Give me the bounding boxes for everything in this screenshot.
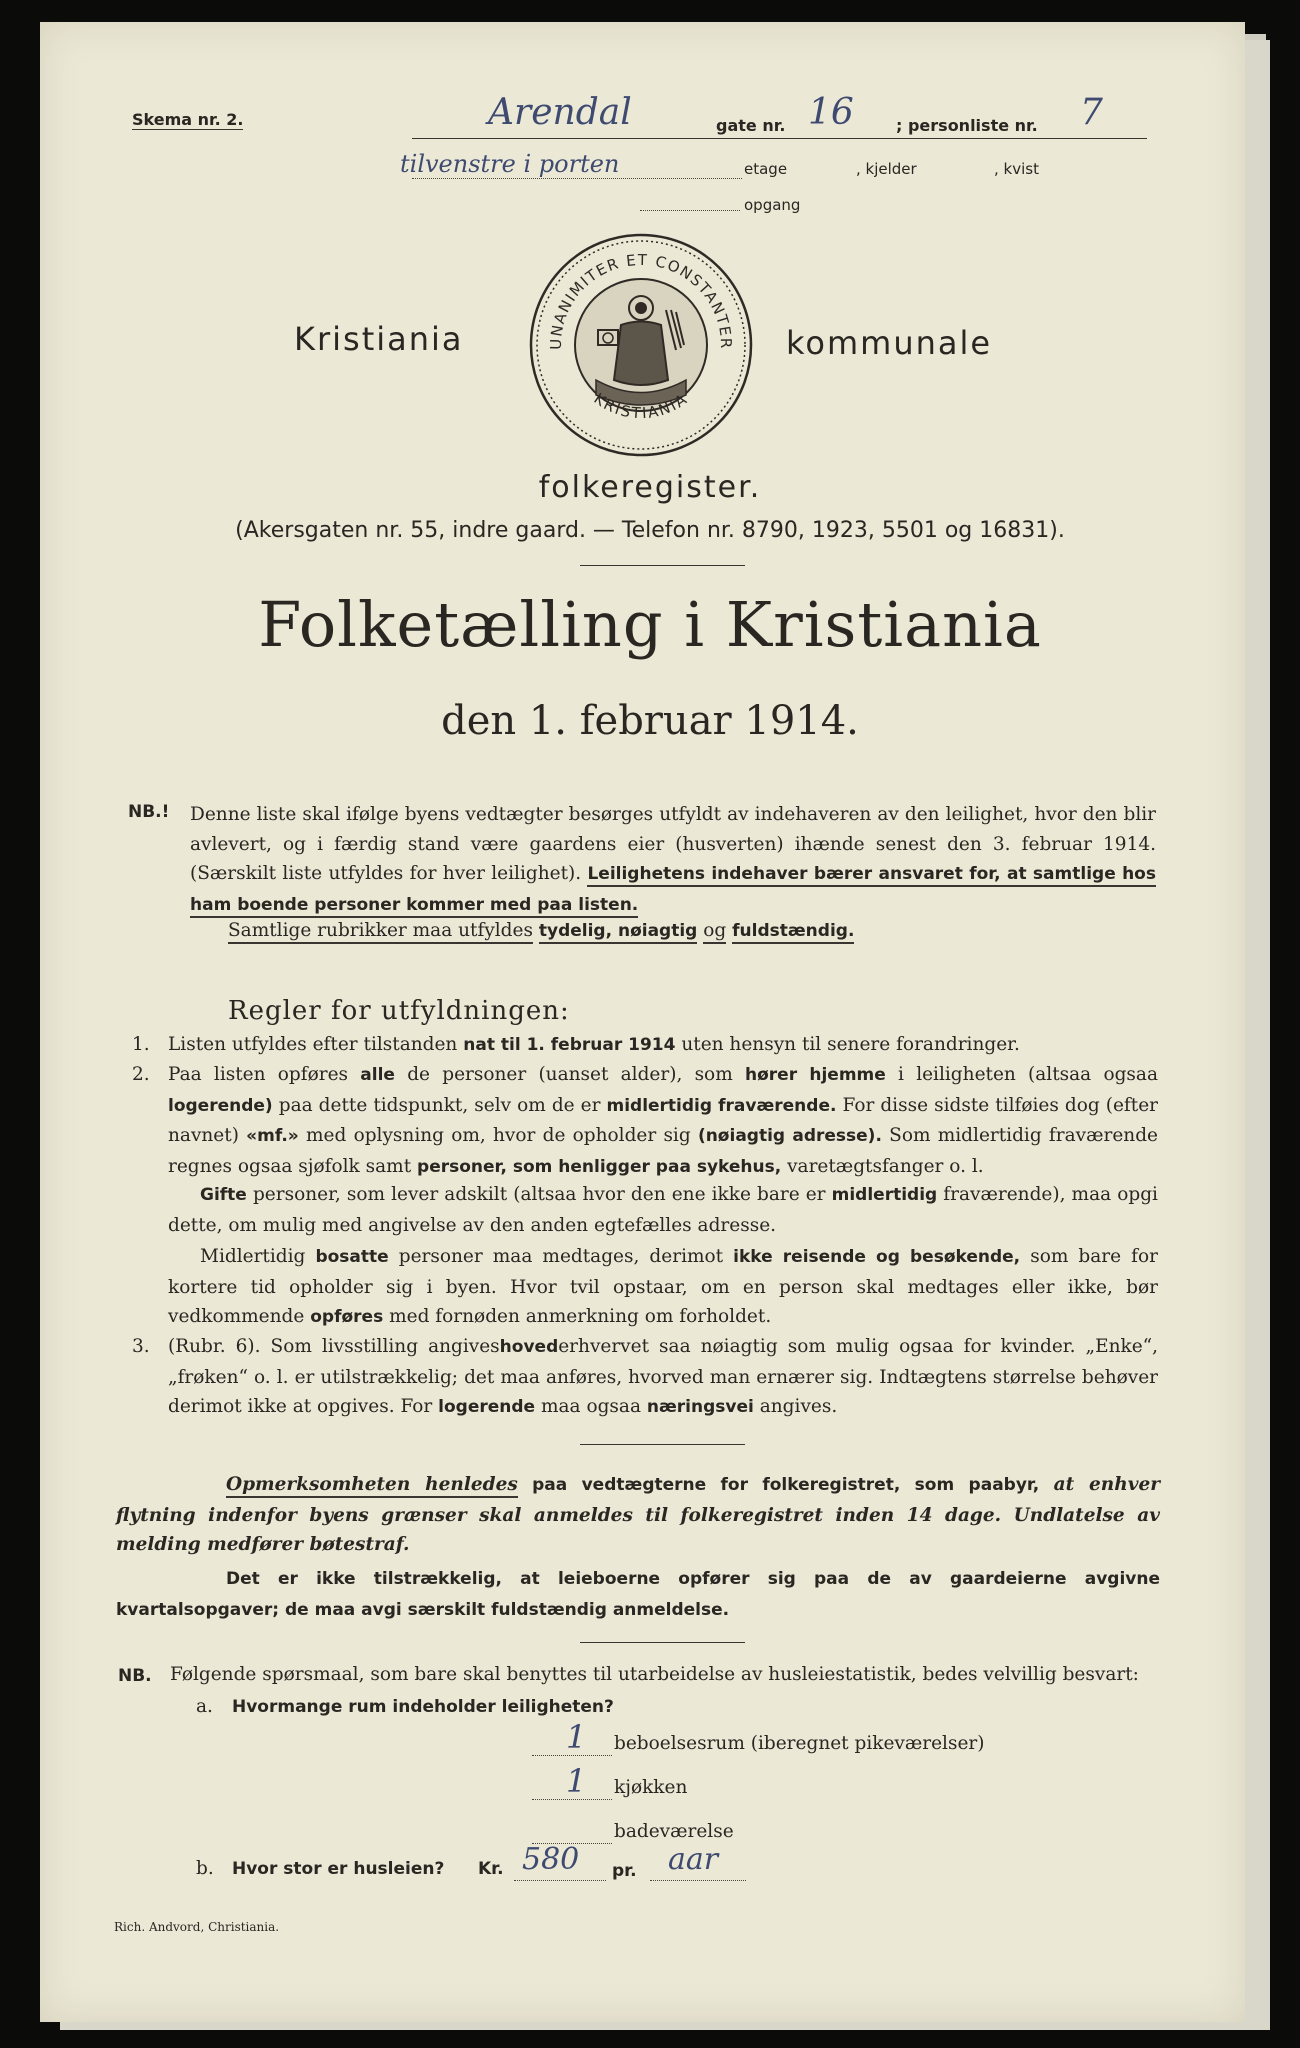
- personliste-label: ; personliste nr.: [896, 116, 1038, 135]
- nb1-text: Denne liste skal ifølge byens vedtægter besørges utfyldt av indehaveren av den leilighet, hvor den blir avlevert, og i færdig stand være gaardens eier (husverten) ihænde senest den 3. februar 1914. (Særskilt liste utfyldes for hver leilighet).: [190, 804, 1156, 884]
- rule3-b: hoved: [499, 1337, 559, 1357]
- notice-underlined: Opmerksomheten henledes: [226, 1474, 518, 1498]
- notice-paragraph: [116, 1470, 1160, 1560]
- notice-d: Det er ikke tilstrækkelig, at leieboerne opfører sig paa de av gaardeierne avgivne kvartalsopgaver; de maa avgi særskilt fuldstændig anmeldelse.: [116, 1569, 1160, 1620]
- personliste-number-value: 7: [1080, 92, 1103, 133]
- seal-bottom-text: KRISTIANIA: [590, 389, 692, 423]
- rule1-bold: nat til 1. februar 1914: [463, 1035, 676, 1055]
- rule2-n: personer, som henligger paa sykehus,: [417, 1156, 782, 1177]
- qa-question: Hvormange rum indeholder leiligheten?: [232, 1697, 614, 1717]
- kitchen-label: kjøkken: [614, 1777, 688, 1798]
- nb1-og: og: [703, 920, 726, 944]
- rule2-i: For disse sidste tilføies dog (efter navnet): [168, 1094, 1158, 1146]
- rule1-a: Listen utfyldes efter tilstanden: [168, 1034, 458, 1055]
- rule3-number: 3.: [132, 1336, 150, 1357]
- rooms-line: [532, 1755, 612, 1756]
- rule2-number: 2.: [132, 1064, 150, 1085]
- page-subtitle: den 1. februar 1914.: [441, 698, 859, 744]
- rule2-gifte: [168, 1180, 1158, 1240]
- gifte-c: midlertidig: [831, 1185, 938, 1205]
- divider: [580, 1444, 745, 1445]
- kr-label: Kr.: [478, 1859, 504, 1879]
- rule2-text: [168, 1060, 1158, 1182]
- nb1-bold3: fuldstændig.: [732, 921, 854, 944]
- rule3-c: erhvervet saa nøiagtig som mulig ogsaa for kvinder. „Enke“, „frøken“ o. l. er utilstrækkelig; det maa anføres, hvorved man ernærer sig. Indtægtens størrelse behøver derimot ikke at opgives. For: [168, 1336, 1158, 1417]
- etage-line: [412, 178, 742, 179]
- rule3-a: (Rubr. 6). Som livsstilling angives: [168, 1336, 500, 1357]
- midl-e: som bare for kortere tid opholder sig i byen. Hvor tvil opstaar, om en person skal medtages eller ikke, bør vedkommende: [168, 1246, 1158, 1327]
- org-address: (Akersgaten nr. 55, indre gaard. — Telefon nr. 8790, 1923, 5501 og 16831).: [235, 518, 1065, 543]
- rule2-midlertidig: [168, 1242, 1158, 1333]
- kjelder-label: , kjelder: [856, 160, 917, 178]
- page-title: Folketælling i Kristiania: [258, 588, 1042, 661]
- nb1-bold-responsibility: Leilighetens indehaver bærer ansvaret for, at samtlige hos ham boende personer kommer med paa listen.: [190, 864, 1156, 918]
- gifte-d: fraværende), maa opgi dette, om mulig med angivelse av den anden egtefælles adresse.: [168, 1184, 1158, 1236]
- rent-value: 580: [522, 1842, 580, 1877]
- rule2-j: «mf.»: [246, 1126, 299, 1146]
- nb1-line2: [228, 920, 854, 941]
- rule2-e: i leiligheten (altsaa ogsaa: [898, 1064, 1158, 1085]
- org-left: Kristiania: [294, 320, 464, 358]
- kristiania-seal: [526, 230, 756, 460]
- rule2-b: alle: [360, 1065, 395, 1085]
- midl-f: opføres: [310, 1307, 384, 1327]
- gate-label: gate nr.: [716, 116, 786, 135]
- divider: [580, 565, 745, 566]
- header-line: [412, 138, 1147, 139]
- nb1-paragraph: [190, 800, 1156, 920]
- org-name: folkeregister.: [538, 470, 762, 505]
- pr-label: pr.: [612, 1861, 637, 1881]
- midl-a: Midlertidig: [200, 1246, 306, 1267]
- floor-note-value: tilvenstre i porten: [400, 150, 620, 178]
- nb1-bold2: tydelig, nøiagtig: [539, 921, 697, 944]
- rent-line: [514, 1880, 606, 1881]
- rule2-c: de personer (uanset alder), som: [407, 1064, 733, 1085]
- nb2-label: NB.: [118, 1666, 152, 1686]
- midl-d: ikke reisende og besøkende,: [733, 1247, 1021, 1267]
- rule2-o: varetægtsfanger o. l.: [787, 1155, 984, 1177]
- rooms-value: 1: [566, 1718, 587, 1756]
- rule1-text: [168, 1030, 1020, 1060]
- rule3-e: maa ogsaa: [540, 1396, 641, 1417]
- opgang-line: [640, 210, 740, 211]
- org-right: kommunale: [786, 324, 993, 362]
- rule2-h: midlertidig fraværende.: [606, 1095, 837, 1116]
- kitchen-value: 1: [566, 1762, 587, 1800]
- qa-label: a.: [196, 1696, 213, 1717]
- rule2-d: hører hjemme: [745, 1065, 886, 1085]
- notice-paragraph-2: [116, 1564, 1160, 1625]
- skema-label: Skema nr. 2.: [132, 110, 244, 129]
- kvist-label: , kvist: [994, 160, 1039, 178]
- gate-number-value: 16: [808, 92, 854, 133]
- bath-label: badeværelse: [614, 1821, 734, 1842]
- notice-italic: at enhver flytning indenfor byens grænser skal anmeldes til folkeregistret inden 14 dage. Undlatelse av melding medfører bøtestraf.: [116, 1474, 1160, 1555]
- etage-label: etage: [744, 160, 788, 178]
- rule2-m: Som midlertidig fraværende regnes ogsaa sjøfolk samt: [168, 1125, 1158, 1177]
- kitchen-line: [532, 1799, 612, 1800]
- divider: [580, 1642, 745, 1643]
- nb1-text2: Samtlige rubrikker maa utfyldes: [228, 920, 533, 944]
- rule2-a: Paa listen opføres: [168, 1064, 349, 1085]
- printer-credit: Rich. Andvord, Christiania.: [114, 1920, 280, 1934]
- rule2-f: logerende): [168, 1095, 273, 1116]
- rule2-g: paa dette tidspunkt, selv om de er: [278, 1094, 601, 1116]
- period-line: [650, 1880, 746, 1881]
- nb2-intro: Følgende spørsmaal, som bare skal benyttes til utarbeidelse av husleiestatistik, bedes velvillig besvart:: [170, 1664, 1139, 1685]
- midl-c: personer maa medtages, derimot: [398, 1246, 724, 1267]
- qb-question: Hvor stor er husleien?: [232, 1859, 445, 1879]
- period-value: aar: [668, 1842, 719, 1877]
- midl-g: med fornøden anmerkning om forholdet.: [389, 1306, 772, 1327]
- opgang-label: opgang: [744, 196, 801, 214]
- midl-b: bosatte: [315, 1247, 389, 1267]
- rule3-g: angives.: [759, 1396, 838, 1417]
- rule1-number: 1.: [132, 1034, 150, 1055]
- rule3-f: næringsvei: [646, 1397, 754, 1417]
- qb-label: b.: [196, 1858, 214, 1879]
- rule3-d: logerende: [438, 1397, 536, 1417]
- rooms-label: beboelsesrum (iberegnet pikeværelser): [614, 1733, 985, 1754]
- rule2-k: med oplysning om, hvor de opholder sig: [306, 1125, 691, 1146]
- rule1-c: uten hensyn til senere forandringer.: [681, 1034, 1020, 1055]
- rule2-l: (nøiagtig adresse).: [697, 1126, 882, 1146]
- notice-b: paa vedtægterne for folkeregistret, som paabyr,: [532, 1475, 1040, 1495]
- rules-heading: Regler for utfyldningen:: [228, 996, 570, 1026]
- rule3-text: [168, 1332, 1158, 1423]
- nb1-label: NB.!: [128, 802, 170, 822]
- seal-top-text: UNANIMITER ET CONSTANTER: [546, 250, 736, 350]
- gifte-bold: Gifte: [200, 1185, 247, 1205]
- street-value: Arendal: [488, 92, 632, 133]
- gifte-b: personer, som lever adskilt (altsaa hvor den ene ikke bare er: [252, 1184, 826, 1205]
